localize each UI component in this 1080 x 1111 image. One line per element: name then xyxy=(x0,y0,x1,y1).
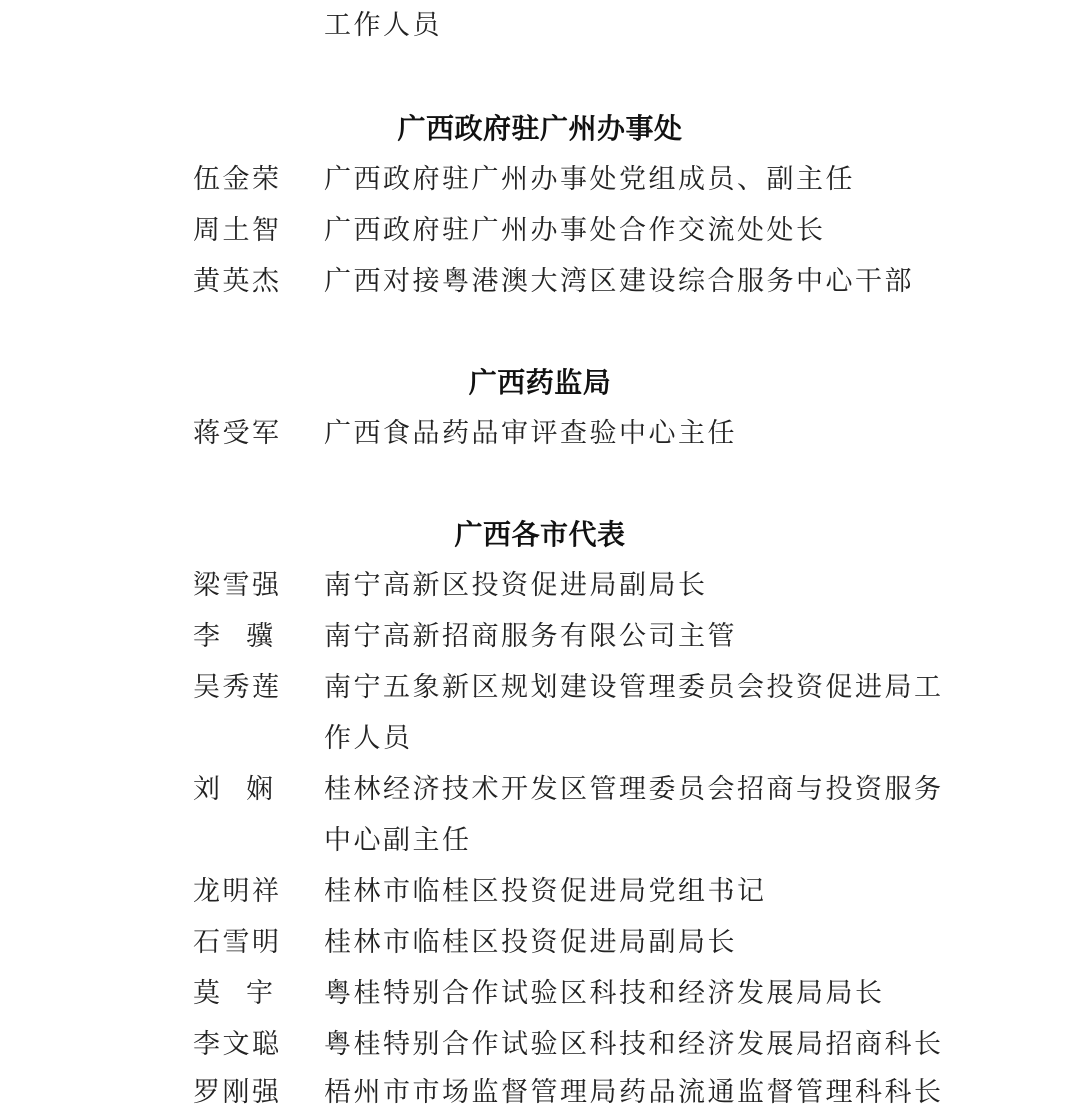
entry-name: 黄英杰 xyxy=(193,266,282,297)
entry-name: 周土智 xyxy=(193,215,282,246)
entry-role: 广西对接粤港澳大湾区建设综合服务中心干部 xyxy=(324,266,914,297)
entry-name: 李文聪 xyxy=(193,1029,282,1060)
entry-role: 南宁高新招商服务有限公司主管 xyxy=(324,621,737,652)
entry-role: 梧州市市场监督管理局药品流通监督管理科科长 xyxy=(324,1077,944,1108)
section-heading-drug-admin: 广西药监局 xyxy=(468,366,612,399)
entry-role-line-2: 中心副主任 xyxy=(324,825,472,856)
entry-name: 梁雪强 xyxy=(193,570,282,601)
entry-name: 蒋受军 xyxy=(193,418,282,449)
entry-name: 刘娴 xyxy=(193,774,299,805)
entry-name: 吴秀莲 xyxy=(193,672,282,703)
entry-name: 罗刚强 xyxy=(193,1077,282,1108)
entry-role-line-2: 作人员 xyxy=(324,723,413,754)
entry-name: 伍金荣 xyxy=(193,164,282,195)
entry-role-line-1: 南宁五象新区规划建设管理委员会投资促进局工 xyxy=(324,672,944,703)
entry-role: 桂林市临桂区投资促进局党组书记 xyxy=(324,876,767,907)
section-heading-city-reps: 广西各市代表 xyxy=(454,518,626,551)
entry-role: 粤桂特别合作试验区科技和经济发展局局长 xyxy=(324,978,885,1009)
continuation-text: 工作人员 xyxy=(324,10,442,41)
entry-name: 龙明祥 xyxy=(193,876,282,907)
entry-role: 桂林市临桂区投资促进局副局长 xyxy=(324,927,737,958)
section-heading-guangzhou-office: 广西政府驻广州办事处 xyxy=(397,112,683,145)
entry-role-line-1: 桂林经济技术开发区管理委员会招商与投资服务 xyxy=(324,774,944,805)
entry-role: 粤桂特别合作试验区科技和经济发展局招商科长 xyxy=(324,1029,944,1060)
entry-name: 石雪明 xyxy=(193,927,282,958)
entry-role: 广西食品药品审评查验中心主任 xyxy=(324,418,737,449)
entry-role: 南宁高新区投资促进局副局长 xyxy=(324,570,708,601)
entry-name: 李骥 xyxy=(193,621,299,652)
entry-role: 广西政府驻广州办事处合作交流处处长 xyxy=(324,215,826,246)
entry-name: 莫宇 xyxy=(193,978,299,1009)
entry-role: 广西政府驻广州办事处党组成员、副主任 xyxy=(324,164,855,195)
